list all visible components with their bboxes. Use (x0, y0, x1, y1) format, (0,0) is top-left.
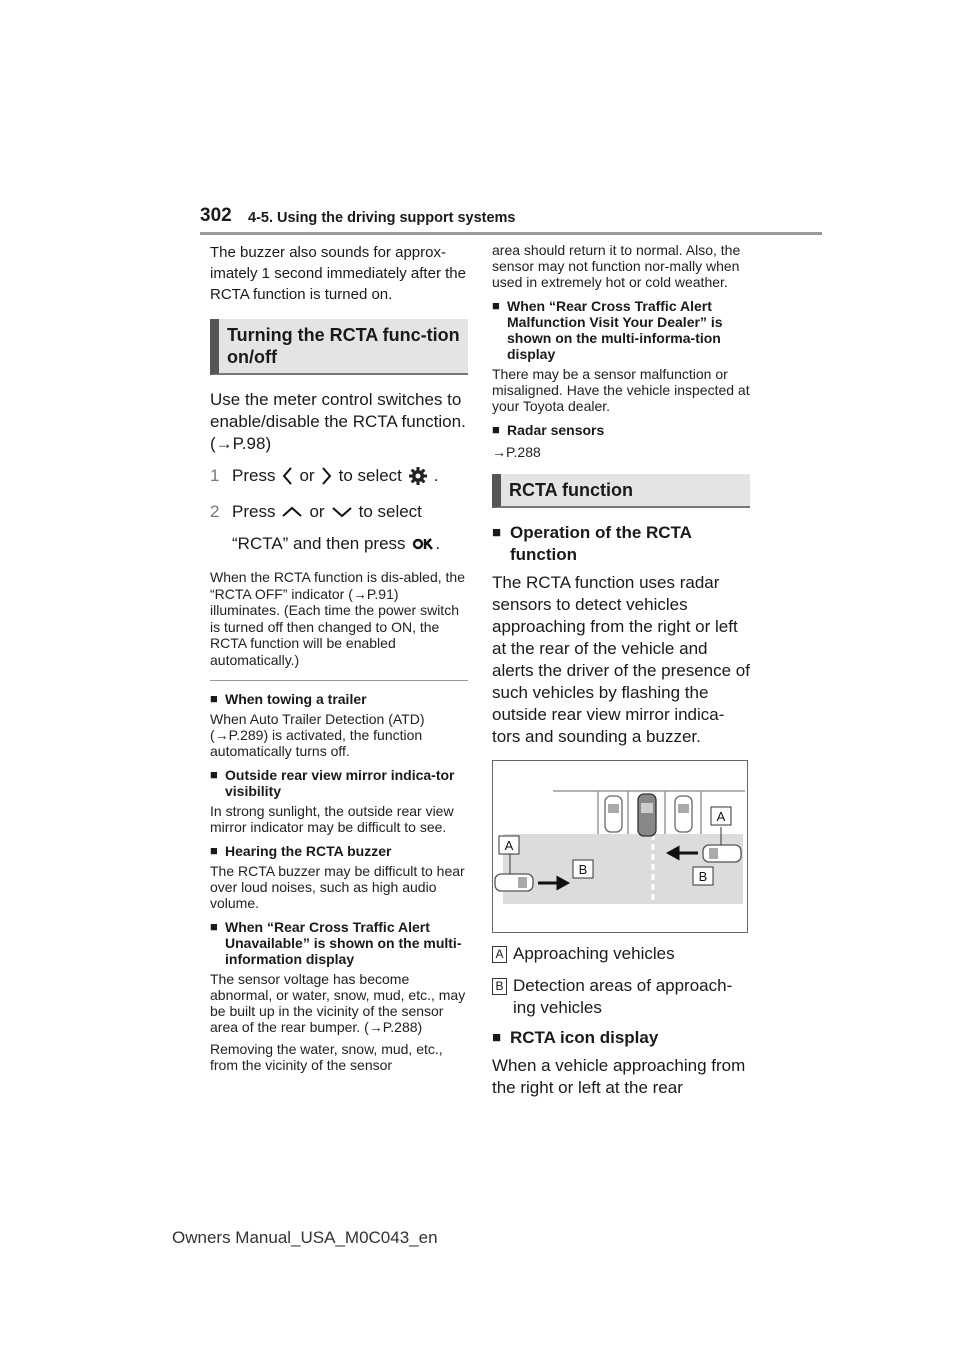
footer-manual-id: Owners Manual_USA_M0C043_en (172, 1228, 438, 1247)
step-text-to-select: to select (338, 466, 402, 485)
square-bullet-icon: ■ (492, 1029, 502, 1046)
continued-text: area should return it to normal. Also, the sensor may not function nor-mally when used in extremely hot or cold weather. (492, 242, 741, 290)
legend-key: B (492, 978, 507, 995)
note-buzzer (210, 843, 468, 911)
rcta-diagram (492, 760, 748, 933)
chevron-left-icon (281, 466, 293, 486)
square-bullet-icon: ■ (210, 767, 218, 782)
step-1 (210, 465, 468, 487)
square-bullet-icon: ■ (492, 422, 500, 437)
step-text-press: Press (232, 466, 276, 485)
sub-heading-text: RCTA icon display (510, 1028, 659, 1047)
chevron-right-icon (321, 466, 333, 486)
svg-text:B: B (578, 862, 588, 877)
legend-key: A (492, 946, 507, 963)
note-body: When Auto Trailer Detection (ATD) (→P.289) is activated, the function automatically turns off. (210, 711, 425, 759)
note-head: When “Rear Cross Traffic Alert Unavailable” is shown on the multi-information display (225, 919, 462, 967)
square-bullet-icon: ■ (492, 298, 500, 313)
note-head: Outside rear view mirror indica-tor visibility (225, 767, 455, 799)
legend-text: Detection areas of approach-ing vehicles (513, 976, 733, 1017)
step-number: 1 (210, 466, 220, 485)
step-text-or: or (309, 502, 325, 521)
step-text-to-select: to select (358, 502, 422, 521)
heading-turning-rcta: Turning the RCTA func-tion on/off (210, 319, 468, 375)
own-vehicle (638, 794, 656, 836)
step-2-rcta-text: “RCTA” and then press (232, 534, 406, 553)
meter-switch-text: Use the meter control switches to enable/disable the RCTA function. (→P.98) (210, 390, 466, 453)
chevron-down-icon (331, 505, 353, 519)
removing-text: Removing the water, snow, mud, etc., from the vicinity of the sensor (210, 1041, 443, 1073)
note-mirror-visibility (210, 767, 468, 835)
step-text-end: . (435, 534, 441, 553)
note-body: →P.288 (492, 444, 541, 460)
approaching-car-left (495, 874, 533, 891)
note-head: Hearing the RCTA buzzer (225, 843, 392, 859)
sub-heading-icon-display (492, 1027, 750, 1049)
label-a-left (499, 836, 519, 854)
label-a-right (711, 807, 731, 825)
step-text-end: . (433, 466, 439, 485)
step-text-or: or (299, 466, 315, 485)
header-rule (200, 232, 822, 235)
square-bullet-icon: ■ (210, 919, 218, 934)
label-b-left (573, 860, 593, 878)
square-bullet-icon: ■ (210, 843, 218, 858)
note-malfunction (492, 298, 750, 414)
svg-text:B: B (698, 869, 708, 884)
step-text-press: Press (232, 502, 276, 521)
section-title: 4-5. Using the driving support systems (248, 210, 516, 226)
intro-text: The buzzer also sounds for approx-imately 1 second immediately after the RCTA function is turned on. (210, 244, 466, 303)
note-body: The RCTA buzzer may be difficult to hear over loud noises, such as high audio volume. (210, 863, 465, 911)
chevron-up-icon (281, 505, 303, 519)
note-towing (210, 691, 468, 759)
icon-display-text: When a vehicle approaching from the right or left at the rear (492, 1056, 746, 1097)
parked-car (605, 796, 622, 832)
gear-icon (408, 466, 428, 486)
note-head: Radar sensors (507, 422, 605, 438)
note-body: There may be a sensor malfunction or misaligned. Have the vehicle inspected at your Toyota dealer. (492, 366, 750, 414)
legend-b (492, 975, 750, 1019)
note-radar (492, 422, 750, 460)
note-body: In strong sunlight, the outside rear view mirror indicator may be difficult to see. (210, 803, 454, 835)
heading-rcta-function: RCTA function (492, 474, 750, 508)
rcta-diagram-graphic (493, 761, 747, 932)
svg-text:A: A (504, 838, 514, 853)
legend-text: Approaching vehicles (513, 944, 675, 963)
square-bullet-icon: ■ (492, 524, 502, 541)
step-number: 2 (210, 502, 220, 521)
label-b-right (693, 867, 713, 885)
square-bullet-icon: ■ (210, 691, 218, 706)
page-number: 302 (200, 205, 232, 226)
operation-text: The RCTA function uses radar sensors to detect vehicles approaching from the right or left at the rear of the vehicle and alerts the driver of the presence of such vehicles by flashing the outside rear view mirror indica-tors and sounding a buzzer. (492, 573, 750, 746)
divider (210, 680, 468, 681)
sub-heading-operation (492, 522, 750, 566)
legend-a (492, 943, 750, 965)
step-2 (210, 501, 468, 523)
note-unavailable (210, 919, 468, 1035)
note-head: When “Rear Cross Traffic Alert Malfunction Visit Your Dealer” is shown on the multi-informa-tion display (507, 298, 723, 362)
approaching-car-right (703, 845, 741, 862)
left-column (210, 242, 468, 1073)
right-column (492, 242, 750, 1099)
note-body: The sensor voltage has become abnormal, or water, snow, mud, etc., may be built up in the vicinity of the sensor area of the rear bumper. (→P.288) (210, 971, 466, 1035)
rcta-disabled-note: When the RCTA function is dis-abled, the “RCTA OFF” indicator (→P.91) illuminates. (Each time the power switch is turned off then changed to ON, the RCTA function will be enabled automatically.) (210, 569, 465, 668)
step-2-line-2 (210, 533, 468, 555)
note-head: When towing a trailer (225, 691, 367, 707)
ok-icon (412, 537, 434, 551)
sub-heading-text: Operation of the RCTA function (510, 523, 692, 564)
svg-text:A: A (716, 809, 726, 824)
parked-car (675, 796, 692, 832)
